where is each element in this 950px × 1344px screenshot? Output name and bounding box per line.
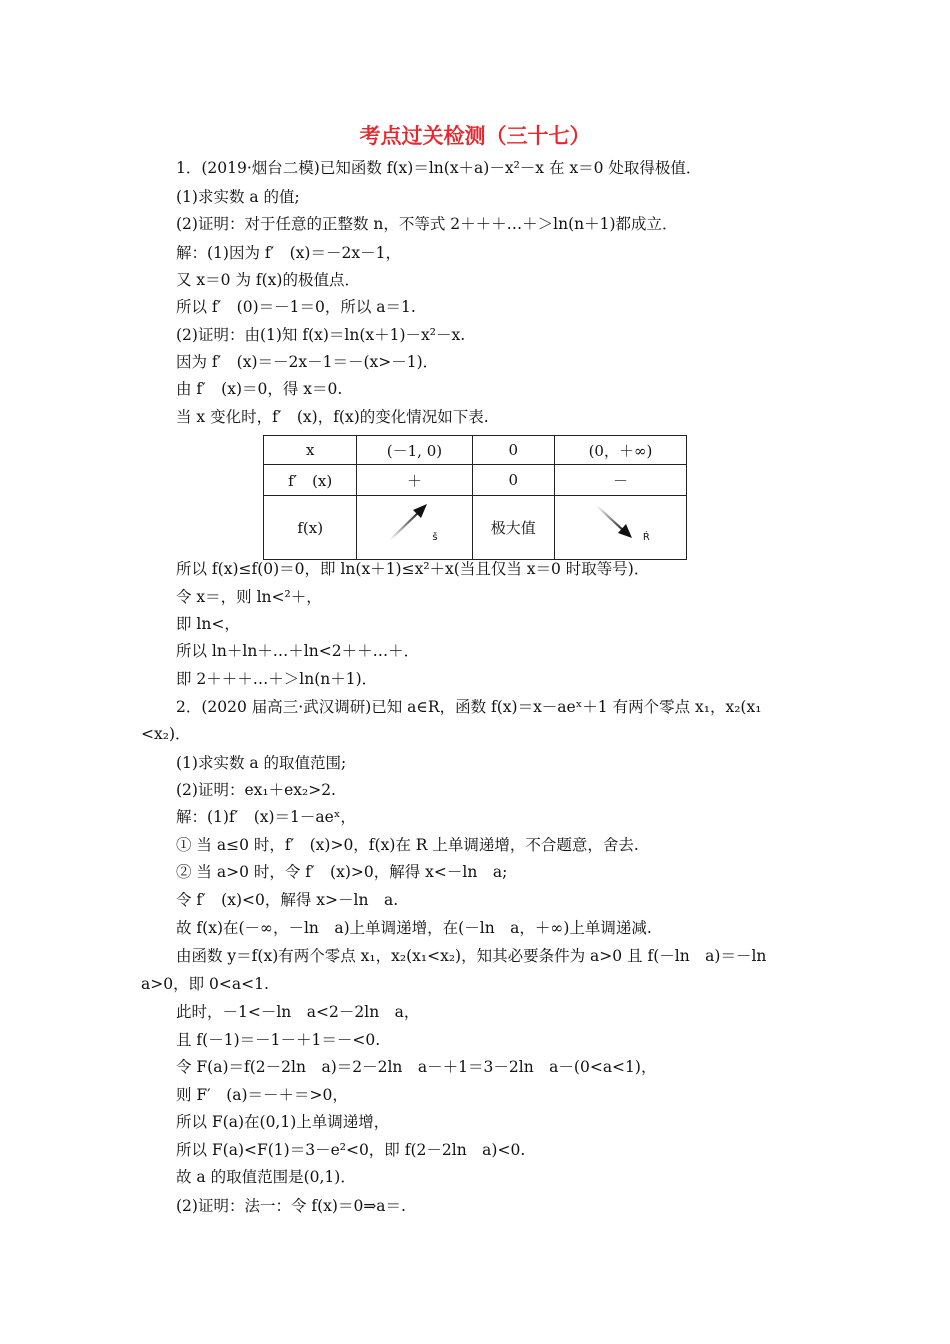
increasing-cell: [357, 496, 472, 560]
text-line: 且 f(－1)＝－1－＋1＝－<0.: [176, 1031, 381, 1049]
page-title: 考点过关检测（三十七）: [359, 124, 591, 148]
text-line: 所以 ln＋ln＋…＋ln<2＋＋…＋．: [176, 642, 420, 660]
up-arrow-icon: [357, 496, 472, 559]
table-cell: (0，＋∞): [554, 436, 686, 465]
text-line: 又 x＝0 为 f(x)的极值点．: [176, 271, 360, 289]
text-line: 当 x 变化时，f′ (x)，f(x)的变化情况如下表.: [176, 408, 489, 426]
down-arrow-icon: [555, 496, 687, 559]
text-line: 故 a 的取值范围是(0,1)．: [176, 1168, 356, 1186]
table-row: [264, 436, 687, 465]
table-cell: 极大值: [472, 496, 554, 560]
text-line: 2．(2020 届高三·武汉调研)已知 a∈R，函数 f(x)＝x－aeˣ＋1 有两个零点 x₁，x₂(x₁: [176, 698, 762, 716]
text-line: 所以 f′ (0)＝－1＝0，所以 a＝1.: [176, 298, 416, 316]
text-line: (2)证明：由(1)知 f(x)＝ln(x＋1)－x²－x.: [176, 326, 466, 344]
up-mark: š: [432, 532, 438, 543]
decreasing-cell: [554, 496, 686, 560]
text-line: 则 F′ (a)＝－＋＝>0，: [176, 1086, 348, 1104]
text-line: (2)证明：法一：令 f(x)＝0⇒a＝.: [176, 1197, 406, 1215]
table-row: [264, 465, 687, 496]
table-cell: 0: [472, 436, 554, 465]
text-line: 因为 f′ (x)＝－2x－1＝－(x>－1)．: [176, 353, 439, 371]
text-line: 所以 F(a)<F(1)＝3－e²<0，即 f(2－2ln a)<0.: [176, 1141, 526, 1159]
text-line: 令 x＝，则 ln<²＋，: [176, 588, 322, 606]
text-line: <x₂)．: [141, 725, 191, 743]
text-line: 所以 f(x)≤f(0)＝0，即 ln(x＋1)≤x²＋x(当且仅当 x＝0 时取等号)．: [176, 560, 650, 578]
down-mark: Ŕ: [642, 532, 650, 543]
text-line: 故 f(x)在(－∞，－ln a)上单调递增，在(－ln a，＋∞)上单调递减.: [176, 919, 652, 937]
text-line: 令 f′ (x)<0，解得 x>－ln a.: [176, 891, 399, 909]
text-line: 即 2＋＋＋…＋＞ln(n＋1)．: [176, 670, 378, 688]
text-line: 所以 F(a)在(0,1)上单调递增，: [176, 1113, 390, 1131]
text-line: 解：(1)f′ (x)＝1－aeˣ，: [176, 808, 356, 826]
variation-table: [263, 435, 687, 560]
text-line: ② 当 a>0 时，令 f′ (x)>0，解得 x<－ln a;: [176, 863, 508, 881]
table-cell: －: [554, 465, 686, 496]
text-line: a>0，即 0<a<1.: [141, 975, 269, 993]
text-line: 即 ln<，: [176, 615, 240, 633]
text-line: 由函数 y＝f(x)有两个零点 x₁，x₂(x₁<x₂)，知其必要条件为 a>0 且 f(－ln a)＝－ln: [176, 947, 767, 965]
text-line: ① 当 a≤0 时，f′ (x)>0，f(x)在 R 上单调递增，不合题意，舍去.: [176, 836, 639, 854]
table-cell: ＋: [357, 465, 472, 496]
text-line: 1．(2019·烟台二模)已知函数 f(x)＝ln(x＋a)－x²－x 在 x＝0 处取得极值．: [176, 159, 702, 177]
text-line: 令 F(a)＝f(2－2ln a)＝2－2ln a－＋1＝3－2ln a－(0<a<1)，: [176, 1058, 657, 1076]
table-cell: 0: [472, 465, 554, 496]
text-line: (1)求实数 a 的取值范围;: [176, 754, 347, 772]
text-line: (2)证明：ex₁＋ex₂>2.: [176, 781, 336, 799]
table-row: [264, 496, 687, 560]
text-line: 由 f′ (x)＝0，得 x＝0.: [176, 380, 343, 398]
text-line: (2)证明：对于任意的正整数 n，不等式 2＋＋＋…＋＞ln(n＋1)都成立．: [176, 215, 678, 233]
table-cell: f(x): [264, 496, 357, 560]
table-cell: (－1, 0): [357, 436, 472, 465]
table-cell: x: [264, 436, 357, 465]
text-line: (1)求实数 a 的值;: [176, 188, 300, 206]
text-line: 解：(1)因为 f′ (x)＝－2x－1，: [176, 244, 401, 262]
text-line: 此时，－1<－ln a<2－2ln a，: [176, 1003, 420, 1021]
table-cell: f′ (x): [264, 465, 357, 496]
